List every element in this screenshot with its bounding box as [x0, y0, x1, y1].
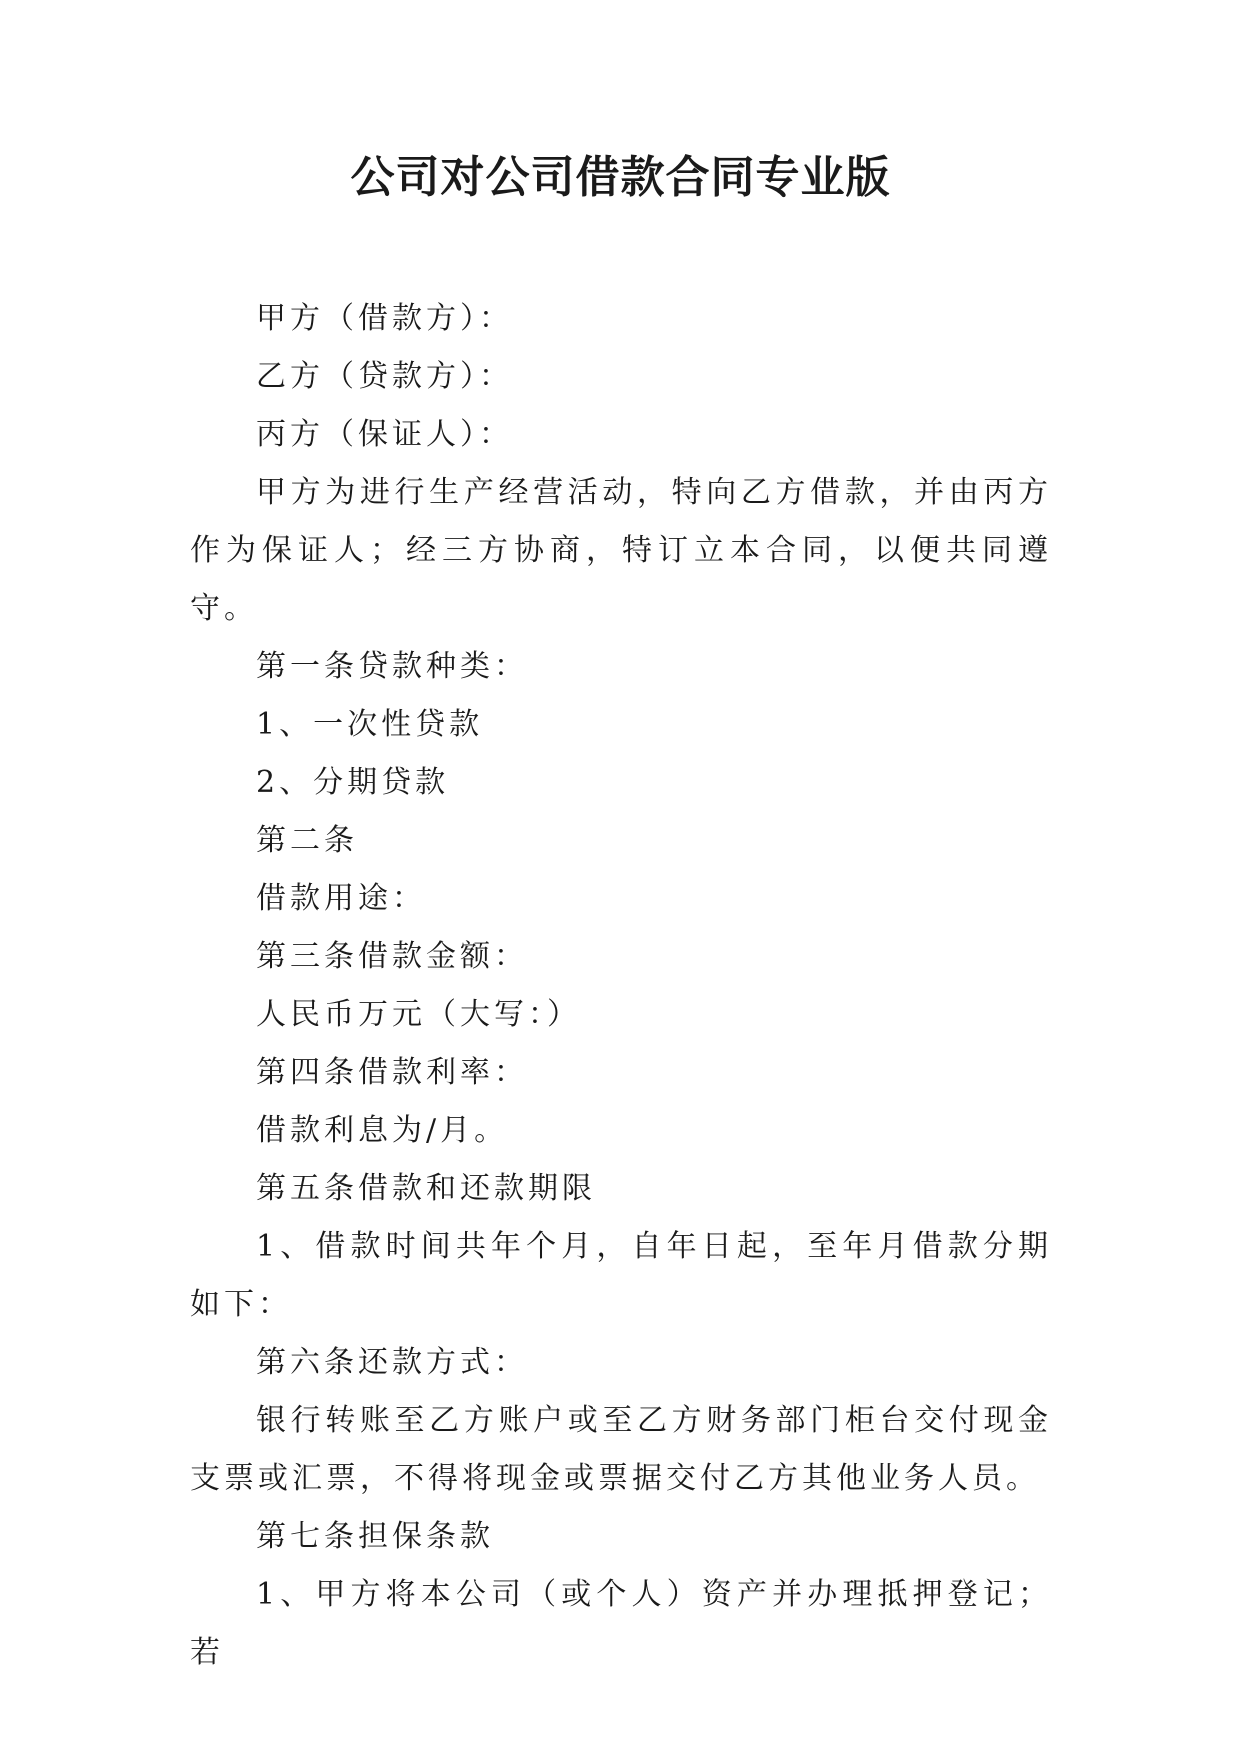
article-4-interest: 借款利息为/月。 — [256, 1113, 509, 1148]
party-b-line: 乙方（贷款方）： — [256, 359, 513, 394]
article-1-item-2: 2、分期贷款 — [256, 765, 450, 800]
article-2-heading: 第二条 — [256, 823, 358, 858]
article-3-heading: 第三条借款金额： — [256, 939, 528, 974]
article-2-purpose: 借款用途： — [256, 881, 426, 916]
party-a-line: 甲方（借款方）： — [256, 301, 513, 336]
article-3-amount: 人民币万元（大写：） — [256, 997, 581, 1032]
article-1-heading: 第一条贷款种类： — [256, 649, 528, 684]
document-title: 公司对公司借款合同专业版 — [350, 152, 891, 203]
party-c-line: 丙方（保证人）： — [256, 417, 513, 452]
article-6-method: 银行转账至乙方账户或至乙方财务部门柜台交付现金支票或汇票，不得将现金或票据交付乙方其他业务人员。 — [190, 1403, 1052, 1496]
article-4-heading: 第四条借款利率： — [256, 1055, 528, 1090]
article-7-heading: 第七条担保条款 — [256, 1519, 494, 1554]
article-5-item-1: 1、借款时间共年个月，自年日起，至年月借款分期如下： — [190, 1229, 1052, 1322]
article-6-heading: 第六条还款方式： — [256, 1345, 528, 1380]
preamble-paragraph: 甲方为进行生产经营活动，特向乙方借款，并由丙方作为保证人；经三方协商，特订立本合同，以便共同遵守。 — [190, 475, 1052, 626]
article-7-item-1: 1、甲方将本公司（或个人）资产并办理抵押登记；若 — [190, 1577, 1052, 1670]
article-1-item-1: 1、一次性贷款 — [256, 707, 484, 742]
document-body — [190, 290, 1052, 1682]
article-5-heading: 第五条借款和还款期限 — [256, 1171, 596, 1206]
